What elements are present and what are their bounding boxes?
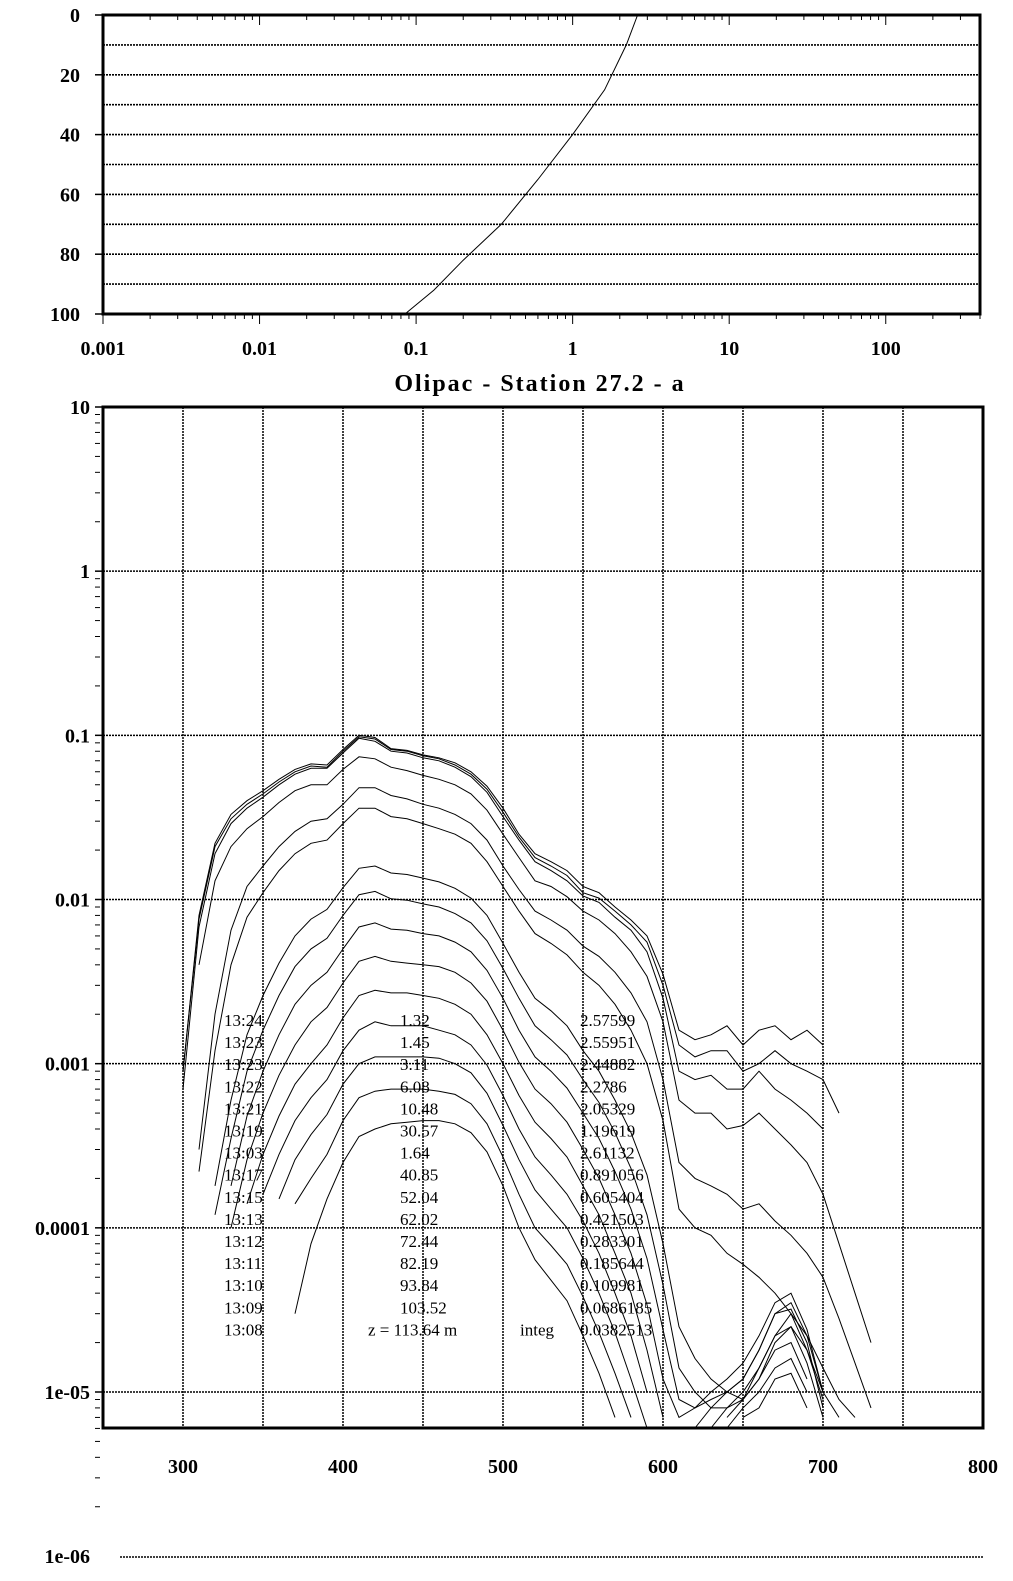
y-tick-label: 10 — [70, 397, 90, 419]
spectrum-line — [215, 891, 823, 1408]
table-time: 13:22 — [224, 1077, 263, 1097]
y-tick-label: 1e-06 — [44, 1546, 90, 1569]
table-time: 13:24 — [224, 1011, 263, 1030]
x-tick-label: 10 — [719, 338, 740, 360]
table-integ: 2.55951 — [580, 1033, 636, 1053]
table-integ: 2.05329 — [580, 1099, 636, 1119]
y-tick-label: 100 — [50, 304, 80, 326]
table-time: 13:23 — [224, 1033, 263, 1053]
table-depth: 6.08 — [400, 1077, 430, 1097]
x-tick-label: 300 — [168, 1456, 198, 1478]
y-tick-label: 80 — [60, 244, 80, 267]
x-tick-label: 800 — [968, 1456, 998, 1478]
spectra-panel — [35, 371, 998, 1568]
table-depth: 3.11 — [400, 1055, 430, 1075]
x-tick-label: 700 — [808, 1456, 838, 1478]
table-depth: 103.52 — [400, 1298, 447, 1318]
table-integ: 0.421503 — [580, 1209, 644, 1229]
y-tick-label: 0.01 — [55, 889, 90, 912]
table-integ: 0.0382513 — [580, 1320, 653, 1340]
table-integ: 0.185644 — [580, 1254, 644, 1274]
x-tick-label: 1 — [567, 338, 578, 360]
spectrum-line — [183, 737, 839, 1113]
table-time: 13:15 — [224, 1187, 263, 1207]
table-integ: 0.109981 — [580, 1276, 644, 1296]
table-integ: 1.19619 — [580, 1121, 636, 1141]
integ-label: integ — [520, 1320, 554, 1340]
y-tick-label: 1e-05 — [44, 1382, 90, 1404]
chart-title: Olipac - Station 27.2 - a — [394, 371, 686, 397]
table-integ: 2.57599 — [580, 1011, 636, 1030]
x-tick-label: 0.1 — [403, 338, 429, 360]
table-depth: z = 113.64 m — [368, 1320, 458, 1340]
x-tick-label: 600 — [648, 1456, 678, 1478]
x-tick-label: 400 — [328, 1456, 358, 1478]
table-depth: 1.32 — [400, 1011, 430, 1030]
y-tick-label: 0.001 — [45, 1053, 90, 1076]
y-tick-label: 0.1 — [65, 725, 90, 748]
spectrum-line — [231, 956, 823, 1417]
table-integ: 2.61132 — [580, 1143, 635, 1163]
y-tick-label: 40 — [60, 124, 80, 147]
table-time: 13:19 — [224, 1121, 263, 1141]
table-time: 13:21 — [224, 1099, 263, 1119]
y-tick-label: 60 — [60, 184, 80, 207]
table-time: 13:08 — [224, 1320, 263, 1340]
depth-profile-panel — [50, 5, 980, 360]
y-tick-label: 0.0001 — [35, 1217, 90, 1240]
table-time: 13:17 — [224, 1165, 263, 1185]
y-tick-label: 20 — [60, 64, 80, 87]
table-depth: 1.64 — [400, 1143, 430, 1163]
y-tick-label: 0 — [70, 5, 80, 27]
table-depth: 1.45 — [400, 1033, 430, 1053]
table-integ: 2.44882 — [580, 1055, 636, 1075]
table-depth: 82.19 — [400, 1254, 439, 1274]
x-tick-label: 500 — [488, 1456, 518, 1478]
table-integ: 2.2786 — [580, 1077, 627, 1097]
table-depth: 62.02 — [400, 1209, 439, 1229]
table-depth: 72.44 — [400, 1232, 439, 1251]
table-depth: 30.57 — [400, 1121, 439, 1141]
table-time: 13:09 — [224, 1298, 263, 1318]
x-tick-label: 100 — [870, 338, 901, 360]
table-time: 13:13 — [224, 1209, 263, 1229]
y-tick-label: 1 — [80, 561, 90, 584]
table-time: 13:11 — [224, 1254, 263, 1274]
table-depth: 93.84 — [400, 1276, 439, 1296]
x-tick-label: 0.01 — [242, 338, 278, 360]
table-integ: 0.891056 — [580, 1165, 644, 1185]
table-time: 13:10 — [224, 1276, 263, 1296]
table-integ: 0.0686185 — [580, 1298, 653, 1318]
plot-frame — [103, 407, 983, 1428]
table-integ: 0.283301 — [580, 1232, 644, 1251]
spectrum-line — [199, 757, 871, 1343]
table-time: 13:12 — [224, 1232, 263, 1251]
table-integ: 0.605404 — [580, 1187, 644, 1207]
table-time: 13:03 — [224, 1143, 263, 1163]
table-depth: 10.48 — [400, 1099, 439, 1119]
table-depth: 52.04 — [400, 1187, 439, 1207]
table-depth: 40.85 — [400, 1165, 439, 1185]
table-time: 13:23 — [224, 1055, 263, 1075]
x-tick-label: 0.001 — [80, 338, 126, 360]
